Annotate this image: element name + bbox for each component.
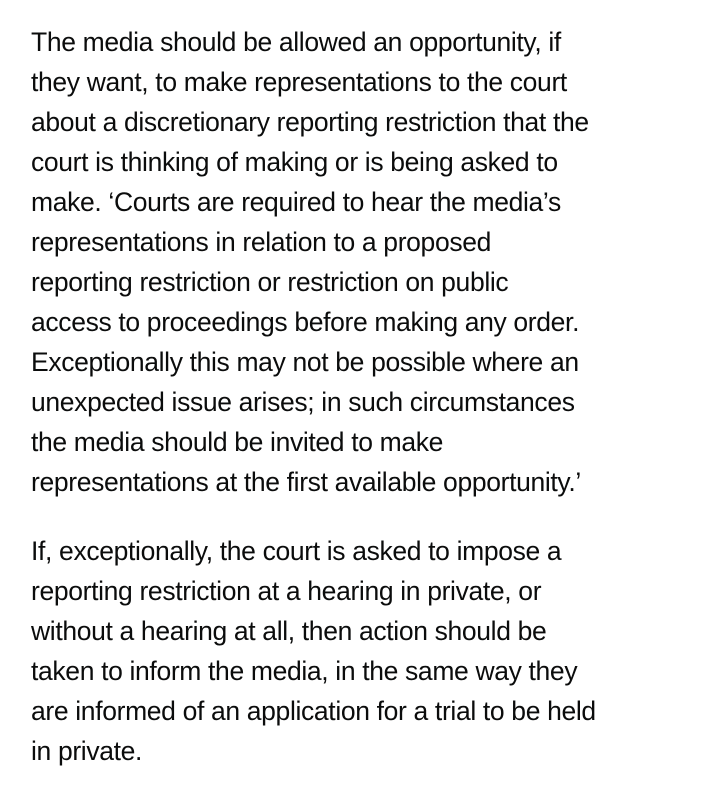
text-line: make. ‘Courts are required to hear the media’s [31,187,561,217]
text-line: access to proceedings before making any order. [31,307,580,337]
text-line: are informed of an application for a trial to be held [31,696,596,726]
text-line: they want, to make representations to the court [31,67,567,97]
text-line: in private. [31,736,143,766]
text-line: court is thinking of making or is being asked to [31,147,558,177]
text-line: If, exceptionally, the court is asked to impose a [31,536,562,566]
paragraph-spacer [31,502,722,531]
text-line: without a hearing at all, then action should be [31,616,547,646]
text-line: representations at the first available opportunity.’ [31,467,581,497]
text-line: the media should be invited to make [31,427,444,457]
text-line: reporting restriction or restriction on public [31,267,509,297]
text-line: The media should be allowed an opportunity, if [31,27,561,57]
paragraph-private-hearing [31,531,722,771]
paragraph-media-representations [31,22,722,502]
text-line: taken to inform the media, in the same way they [31,656,578,686]
text-line: reporting restriction at a hearing in private, or [31,576,542,606]
text-line: unexpected issue arises; in such circumstances [31,387,575,417]
text-line: representations in relation to a proposed [31,227,492,257]
text-line: Exceptionally this may not be possible where an [31,347,579,377]
text-line: about a discretionary reporting restriction that the [31,107,589,137]
document-body [31,22,722,771]
